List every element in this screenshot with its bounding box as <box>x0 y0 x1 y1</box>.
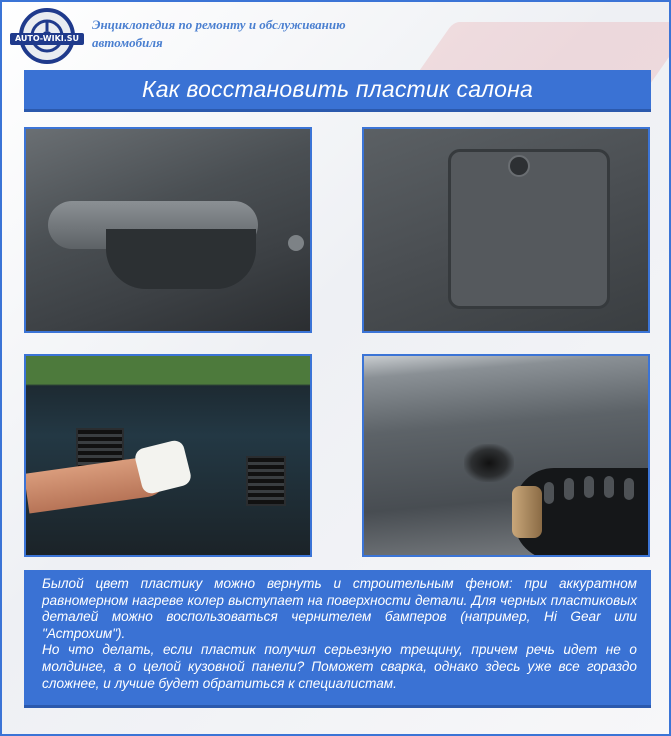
heat-gun-vent <box>584 476 594 498</box>
tagline-line: автомобиля <box>92 35 163 50</box>
cloth-shape <box>133 439 193 496</box>
info-box <box>24 570 651 708</box>
scorch-mark <box>464 444 514 482</box>
info-paragraph: Но что делать, если пластик получил серьезную трещину, причем речь идет не о молдинге, а о целой кузовной панели? Поможет сварка, однако здесь уже все гораздо сложнее, и лучше будет обратиться к специалистам. <box>42 642 637 691</box>
page-title: Как восстановить пластик салона <box>141 76 534 102</box>
door-handle-recess <box>106 229 256 289</box>
heat-gun-vent <box>544 482 554 504</box>
heat-gun-vent <box>624 478 634 500</box>
logo-text: AUTO-WIKI.SU <box>10 33 84 45</box>
air-vent-shape <box>246 456 286 506</box>
heat-gun-vent <box>604 476 614 498</box>
photo-door-handle <box>24 127 312 333</box>
site-tagline <box>92 16 392 52</box>
info-paragraph: Былой цвет пластику можно вернуть и строительным феном: при аккуратном равномерном нагреве колер выступает на поверхности детали. Для черных пластиковых деталей можно воспользоваться чернителем бамперов (например, Hi Gear или "Астрохим"). <box>42 576 637 641</box>
lid-screw-shape <box>508 155 530 177</box>
site-logo[interactable] <box>10 8 84 64</box>
photo-heat-gun <box>362 354 650 557</box>
photo-dashboard-cleaning <box>24 354 312 557</box>
photo-glovebox-lid <box>362 127 650 333</box>
tagline-line: Энциклопедия по ремонту и обслуживанию <box>92 17 346 32</box>
heat-gun-nozzle <box>512 486 542 538</box>
heat-gun-vent <box>564 478 574 500</box>
title-bar <box>24 70 651 112</box>
door-knob-shape <box>288 235 304 251</box>
glovebox-lid-shape <box>448 149 610 309</box>
